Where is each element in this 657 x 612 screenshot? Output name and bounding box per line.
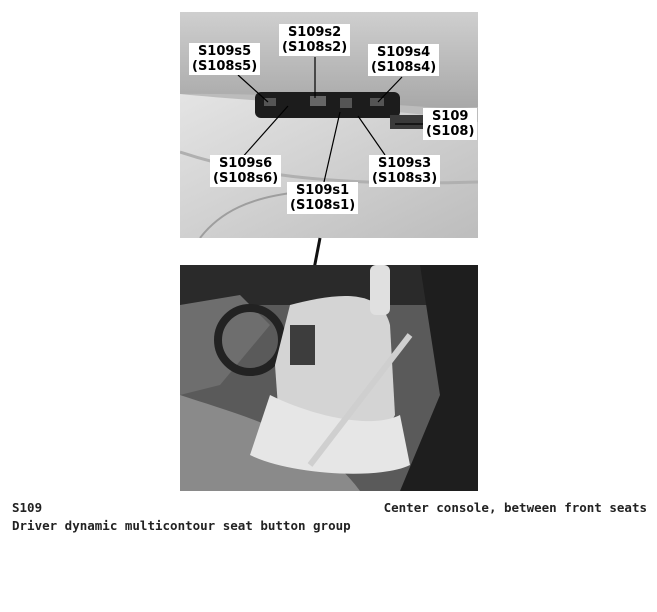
callout-s109s5-code: S109s5 <box>197 44 252 59</box>
callout-s109 <box>423 108 477 140</box>
component-code: S109 <box>12 500 43 515</box>
component-location: Center console, between front seats <box>383 500 647 515</box>
callout-s109s3-alt: (S108s3) <box>372 171 438 186</box>
callout-s109s1-code: S109s1 <box>295 183 350 198</box>
callout-s109s6-alt: (S108s6) <box>213 171 279 186</box>
callout-s109s1-alt: (S108s1) <box>290 198 356 213</box>
callout-s109-code: S109 <box>431 109 469 124</box>
callout-s109-alt: (S108) <box>426 124 475 139</box>
callout-s109s6 <box>210 155 281 187</box>
callout-s109s5-alt: (S108s5) <box>192 59 258 74</box>
interior-photo <box>180 265 478 491</box>
callout-s109s4 <box>368 44 439 76</box>
callout-s109s3 <box>369 155 440 187</box>
callout-s109s2 <box>279 24 350 56</box>
callout-s109s4-alt: (S108s4) <box>371 60 437 75</box>
callout-s109s1 <box>287 182 358 214</box>
callout-s109s6-code: S109s6 <box>218 156 273 171</box>
callout-s109s4-code: S109s4 <box>376 45 431 60</box>
callout-s109s3-code: S109s3 <box>377 156 432 171</box>
callout-s109s5 <box>189 43 260 75</box>
component-name: Driver dynamic multicontour seat button group <box>12 518 351 533</box>
callout-s109s2-code: S109s2 <box>287 25 342 40</box>
callout-s109s2-alt: (S108s2) <box>282 40 348 55</box>
